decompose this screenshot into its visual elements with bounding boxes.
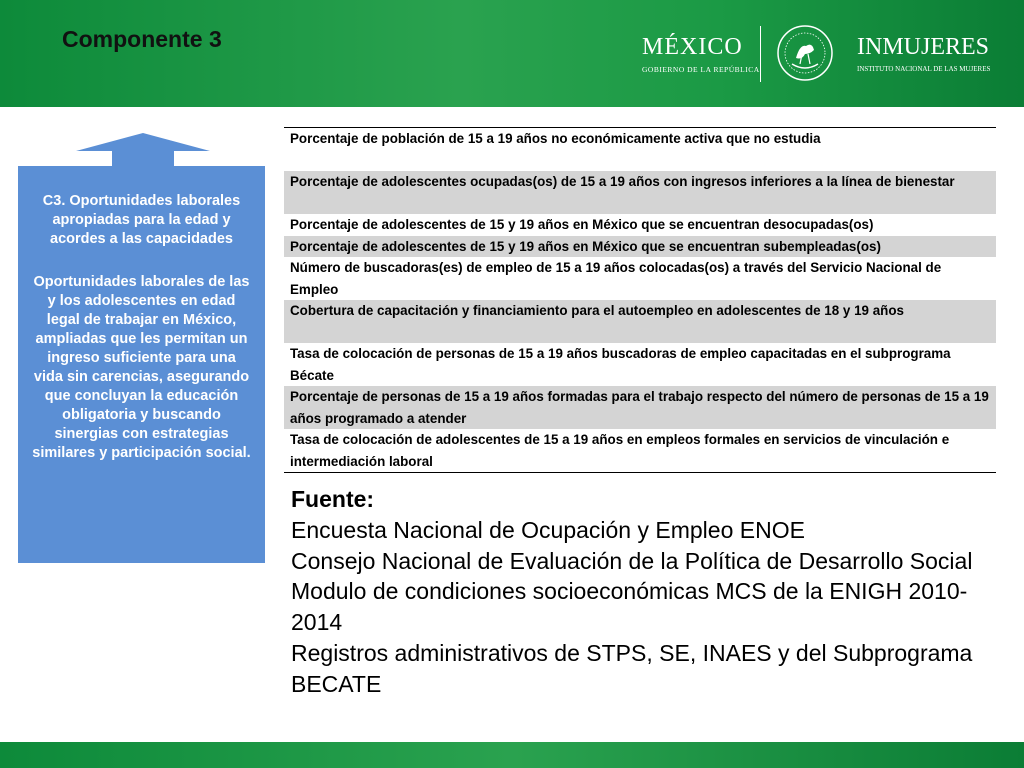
source-item: Consejo Nacional de Evaluación de la Política de Desarrollo Social bbox=[291, 547, 973, 574]
indicator-row: Cobertura de capacitación y financiamiento para el autoempleo en adolescentes de 18 y 19 años bbox=[284, 300, 996, 343]
arrow-up-icon bbox=[76, 133, 210, 167]
indicators-table bbox=[284, 127, 996, 473]
source-item: Encuesta Nacional de Ocupación y Empleo ENOE bbox=[291, 516, 805, 543]
indicator-row: Número de buscadoras(es) de empleo de 15 a 19 años colocadas(os) a través del Servicio Nacional de Empleo bbox=[290, 260, 942, 297]
component-box bbox=[18, 166, 265, 563]
indicator-row: Porcentaje de adolescentes de 15 y 19 años en México que se encuentran subempleadas(os) bbox=[284, 236, 996, 258]
indicator-row: Tasa de colocación de personas de 15 a 19 años buscadoras de empleo capacitadas en el subprograma Bécate bbox=[290, 346, 951, 383]
footer-banner bbox=[0, 742, 1024, 768]
sources-block bbox=[291, 484, 1011, 700]
mexico-logo-name: MÉXICO bbox=[642, 34, 743, 60]
source-item: Modulo de condiciones socioeconómicas MCS de la ENIGH 2010-2014 bbox=[291, 578, 968, 636]
indicator-row: Porcentaje de adolescentes ocupadas(os) de 15 a 19 años con ingresos inferiores a la línea de bienestar bbox=[284, 171, 996, 214]
component-description: Oportunidades laborales de las y los adolescentes en edad legal de trabajar en México, ampliadas que les permitan un ingreso suficiente para una vida sin carencias, asegurando que concluyan la educación obligatoria y buscando sinergias con estrategias similares y participación social. bbox=[32, 274, 251, 461]
source-item: Registros administrativos de STPS, SE, INAES y del Subprograma BECATE bbox=[291, 639, 973, 697]
header-banner bbox=[0, 0, 1024, 107]
inmujeres-logo-name: INMUJERES bbox=[857, 34, 990, 60]
indicator-row: Tasa de colocación de adolescentes de 15 a 19 años en empleos formales en servicios de vinculación e intermediación laboral bbox=[290, 432, 950, 469]
slide-title: Componente 3 bbox=[62, 26, 222, 52]
indicator-row: Porcentaje de población de 15 a 19 años no económicamente activa que no estudia bbox=[290, 131, 821, 146]
logo-block bbox=[630, 18, 990, 88]
indicator-row: Porcentaje de personas de 15 a 19 años formadas para el trabajo respecto del número de personas de 15 a 19 años programado a atender bbox=[284, 386, 996, 429]
mexico-logo-subtitle: GOBIERNO DE LA REPÚBLICA bbox=[642, 65, 760, 74]
mexico-seal-icon bbox=[776, 24, 834, 82]
indicator-row: Porcentaje de adolescentes de 15 y 19 años en México que se encuentran desocupadas(os) bbox=[290, 217, 874, 232]
logo-separator bbox=[760, 26, 761, 82]
component-title: C3. Oportunidades laborales apropiadas para la edad y acordes a las capacidades bbox=[42, 193, 241, 247]
inmujeres-logo-subtitle: INSTITUTO NACIONAL DE LAS MUJERES bbox=[857, 65, 991, 73]
sources-title: Fuente: bbox=[291, 486, 375, 512]
